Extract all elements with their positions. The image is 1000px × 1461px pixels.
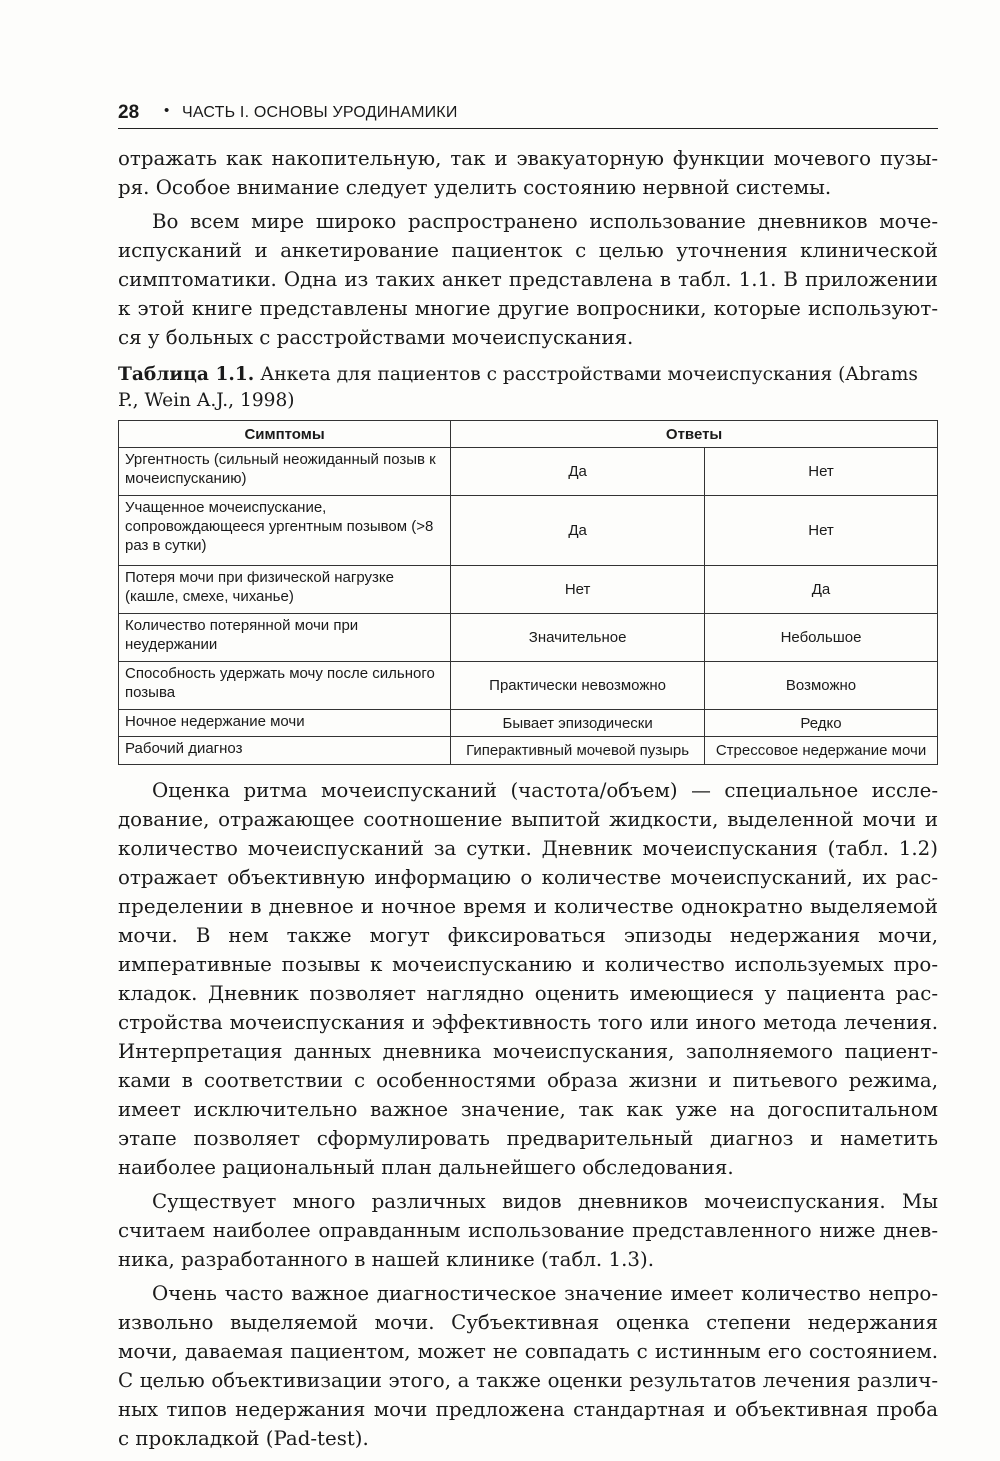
symptom-cell: Учащенное мочеиспускание, сопровождающееся ургентным позывом (>8 раз в сутки) [119,496,451,566]
paragraph: Во всем мире широко распространено использование дневников мочеиспусканий и анкетирование пациенток с целью уточнения клинической симптоматики. Одна из таких анкет представлена в табл. 1.1. В приложении к этой книге представлены многие другие вопросники, которые используются у больных с расстройствами мочеиспускания. [118,210,938,349]
answer-cell: Нет [451,566,705,614]
table-row [119,662,938,710]
symptom-cell: Способность удержать мочу после сильного позыва [119,662,451,710]
paragraph: Очень часто важное диагностическое значение имеет количество непроизвольно выделяемой мочи. Субъективная оценка степени недержания мочи, даваемая пациентом, может не совпадать с истинным его состоянием. С целью объективизации этого, а также оценки результатов лечения различных типов недержания мочи предложена стандартная и объективная проба с прокладкой (Pad-test). [118,1282,938,1450]
table-caption-label: Таблица 1.1. [118,364,255,385]
paragraph: Существует много различных видов дневников мочеиспускания. Мы считаем наиболее оправданным использование представленного ниже дневника, разработанного в нашей клинике (табл. 1.3). [118,1190,938,1271]
symptom-cell: Потеря мочи при физической нагрузке (кашле, смехе, чиханье) [119,566,451,614]
symptom-cell: Рабочий диагноз [119,737,451,765]
answer-cell: Бывает эпизодически [451,710,705,737]
chapter-title: ЧАСТЬ I. ОСНОВЫ УРОДИНАМИКИ [182,104,458,121]
paragraph: отражать как накопительную, так и эвакуаторную функции мочевого пузыря. Особое внимание следует уделить состоянию нервной системы. [118,147,938,199]
table-header-row [119,421,938,448]
paragraph: Оценка ритма мочеиспусканий (частота/объем) — специальное исследование, отражающее соотношение выпитой жидкости, выделенной мочи и количество мочеиспусканий за сутки. Дневник мочеиспускания (табл. 1.2) отражает объективную информацию о количестве мочеиспусканий, их распределении в дневное и ночное время и количестве однократно выделяемой мочи. В нем также могут фиксироваться эпизоды недержания мочи, императивные позывы к мочеиспусканию и количество используемых прокладок. Дневник позволяет наглядно оценить имеющиеся у пациента расстройства мочеиспускания и эффективность того или иного метода лечения. Интерпретация данных дневника мочеиспускания, заполняемого пациентками в соответствии с особенностями образа жизни и питьевого режима, имеет исключительно важное значение, так как уже на догоспитальном этапе позволяет сформулировать предварительный диагноз и наметить наиболее рациональный план дальнейшего обследования. [118,779,938,1179]
answer-cell: Да [451,496,705,566]
answer-cell: Практически невозможно [451,662,705,710]
header-symptoms: Симптомы [119,421,451,448]
table-row [119,496,938,566]
answer-cell: Небольшое [705,614,938,662]
intro-text [118,144,938,352]
table-row [119,566,938,614]
answer-cell: Да [705,566,938,614]
answer-cell: Стрессовое недержание мочи [705,737,938,765]
answer-cell: Гиперактивный мочевой пузырь [451,737,705,765]
running-header [118,102,938,129]
answer-cell: Редко [705,710,938,737]
symptom-cell: Количество потерянной мочи при неудержании [119,614,451,662]
answer-cell: Нет [705,448,938,496]
table-row [119,614,938,662]
table-caption [118,362,938,414]
header-bullet: • [164,102,170,119]
body-text [118,776,938,1453]
answer-cell: Да [451,448,705,496]
table-caption-text: Анкета для пациентов с расстройствами мочеиспускания (Abrams P., Wein A.J., 1998) [118,364,918,411]
table-row [119,448,938,496]
table-row [119,737,938,765]
answer-cell: Возможно [705,662,938,710]
answer-cell: Нет [705,496,938,566]
questionnaire-table [118,420,938,765]
header-answers: Ответы [451,421,938,448]
table-row [119,710,938,737]
symptom-cell: Ургентность (сильный неожиданный позыв к мочеиспусканию) [119,448,451,496]
symptom-cell: Ночное недержание мочи [119,710,451,737]
page-number: 28 [118,102,140,123]
answer-cell: Значительное [451,614,705,662]
